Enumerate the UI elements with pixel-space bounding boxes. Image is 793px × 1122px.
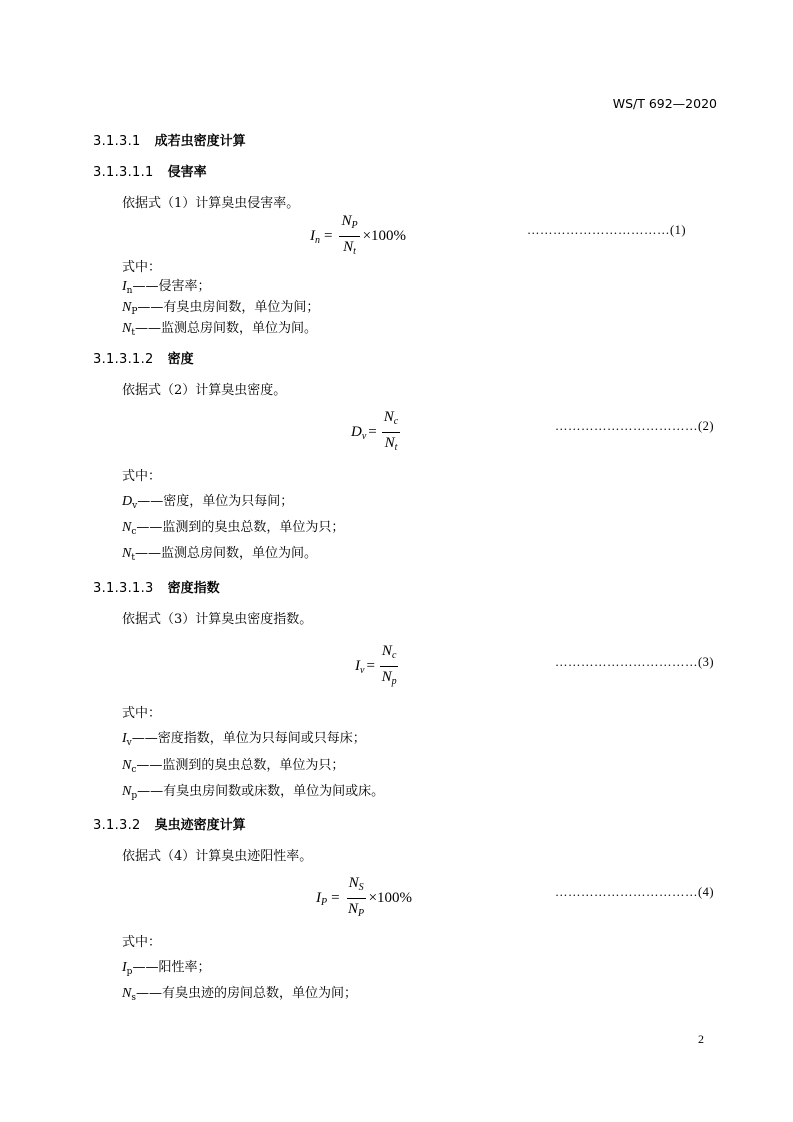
equation-1: $I_n$ = $\frac{N_P}{N_t}$ ×100% (310, 212, 406, 261)
section-number: 3.1.3.2 (93, 818, 141, 833)
eq-fraction: $\frac{N_P}{N_t}$ (341, 213, 358, 257)
section-title: 侵害率 (167, 165, 207, 180)
equation-intro-4: 依据式（4）计算臭虫迹阳性率。 (122, 849, 313, 864)
definition-item: $N_c——$监测到的臭虫总数，单位为只； (122, 520, 345, 537)
definition-item: $N_t——$监测总房间数，单位为间。 (122, 546, 317, 563)
equation-number-4: ……………………………(4) (555, 885, 715, 899)
equation-3: $I_v$ = $\frac{N_c}{N_p}$ (355, 642, 401, 691)
page-number: 2 (698, 1032, 704, 1046)
equation-number-3: ……………………………(3) (555, 655, 715, 669)
section-title: 密度指数 (167, 581, 220, 596)
equation-number-1: ……………………………(1) (527, 223, 687, 237)
section-number: 3.1.3.1 (93, 134, 141, 149)
section-title: 成若虫密度计算 (154, 134, 246, 149)
section-heading-3-1-3-1-2 (93, 348, 194, 367)
eq-fraction: $\frac{N_S}{N_P}$ (348, 875, 365, 919)
definition-item: $N_c——$监测到的臭虫总数，单位为只； (122, 758, 345, 775)
eq-fraction: $\frac{N_c}{N_t}$ (383, 409, 399, 453)
dot-leader: …………………………… (555, 655, 698, 669)
definition-item: $N_P——$有臭虫房间数，单位为间； (122, 300, 320, 317)
eq-suffix: ×100% (362, 228, 407, 244)
equation-intro-2: 依据式（2）计算臭虫密度。 (122, 383, 287, 398)
equation-intro-1: 依据式（1）计算臭虫侵害率。 (122, 196, 300, 211)
equation-number-2: ……………………………(2) (555, 419, 715, 433)
dot-leader: …………………………… (555, 419, 698, 433)
eq-lhs: $D_v$ (351, 423, 367, 442)
where-label: 式中： (122, 706, 162, 721)
definition-item: $N_t——$监测总房间数，单位为间。 (122, 321, 317, 338)
section-number: 3.1.3.1.2 (93, 352, 154, 367)
section-heading-3-1-3-2 (93, 814, 246, 833)
where-label: 式中： (122, 935, 162, 950)
equation-intro-3: 依据式（3）计算臭虫密度指数。 (122, 612, 313, 627)
eq-fraction: $\frac{N_c}{N_p}$ (381, 643, 397, 687)
equation-4: $I_P$ = $\frac{N_S}{N_P}$ ×100% (316, 874, 412, 923)
definition-item: $N_p——$有臭虫房间数或床数，单位为间或床。 (122, 784, 385, 801)
definition-item: $I_p——$阳性率； (122, 960, 211, 977)
dot-leader: …………………………… (555, 885, 698, 899)
section-number: 3.1.3.1.3 (93, 581, 154, 596)
definition-item: $N_s——$有臭虫迹的房间总数，单位为间； (122, 986, 357, 1003)
definition-item: $I_v——$密度指数，单位为只每间或只每床； (122, 731, 366, 748)
standard-code-header: WS/T 692—2020 (612, 96, 717, 111)
section-heading-3-1-3-1 (93, 130, 246, 149)
dot-leader: …………………………… (527, 223, 670, 237)
eq-lhs: $I_v$ (355, 657, 365, 676)
eq-lhs: $I_P$ (316, 889, 328, 908)
eq-suffix: ×100% (368, 890, 413, 906)
section-heading-3-1-3-1-1 (93, 161, 207, 180)
section-heading-3-1-3-1-3 (93, 577, 220, 596)
section-title: 密度 (167, 352, 194, 367)
section-number: 3.1.3.1.1 (93, 165, 154, 180)
equation-2: $D_v$ = $\frac{N_c}{N_t}$ (351, 408, 403, 457)
section-title: 臭虫迹密度计算 (154, 818, 246, 833)
where-label: 式中： (122, 260, 162, 275)
definition-item: $D_v——$密度，单位为只每间； (122, 494, 294, 511)
where-label: 式中： (122, 469, 162, 484)
eq-lhs: $I_n$ (310, 227, 320, 246)
definition-item: $I_n——$侵害率； (122, 279, 211, 296)
